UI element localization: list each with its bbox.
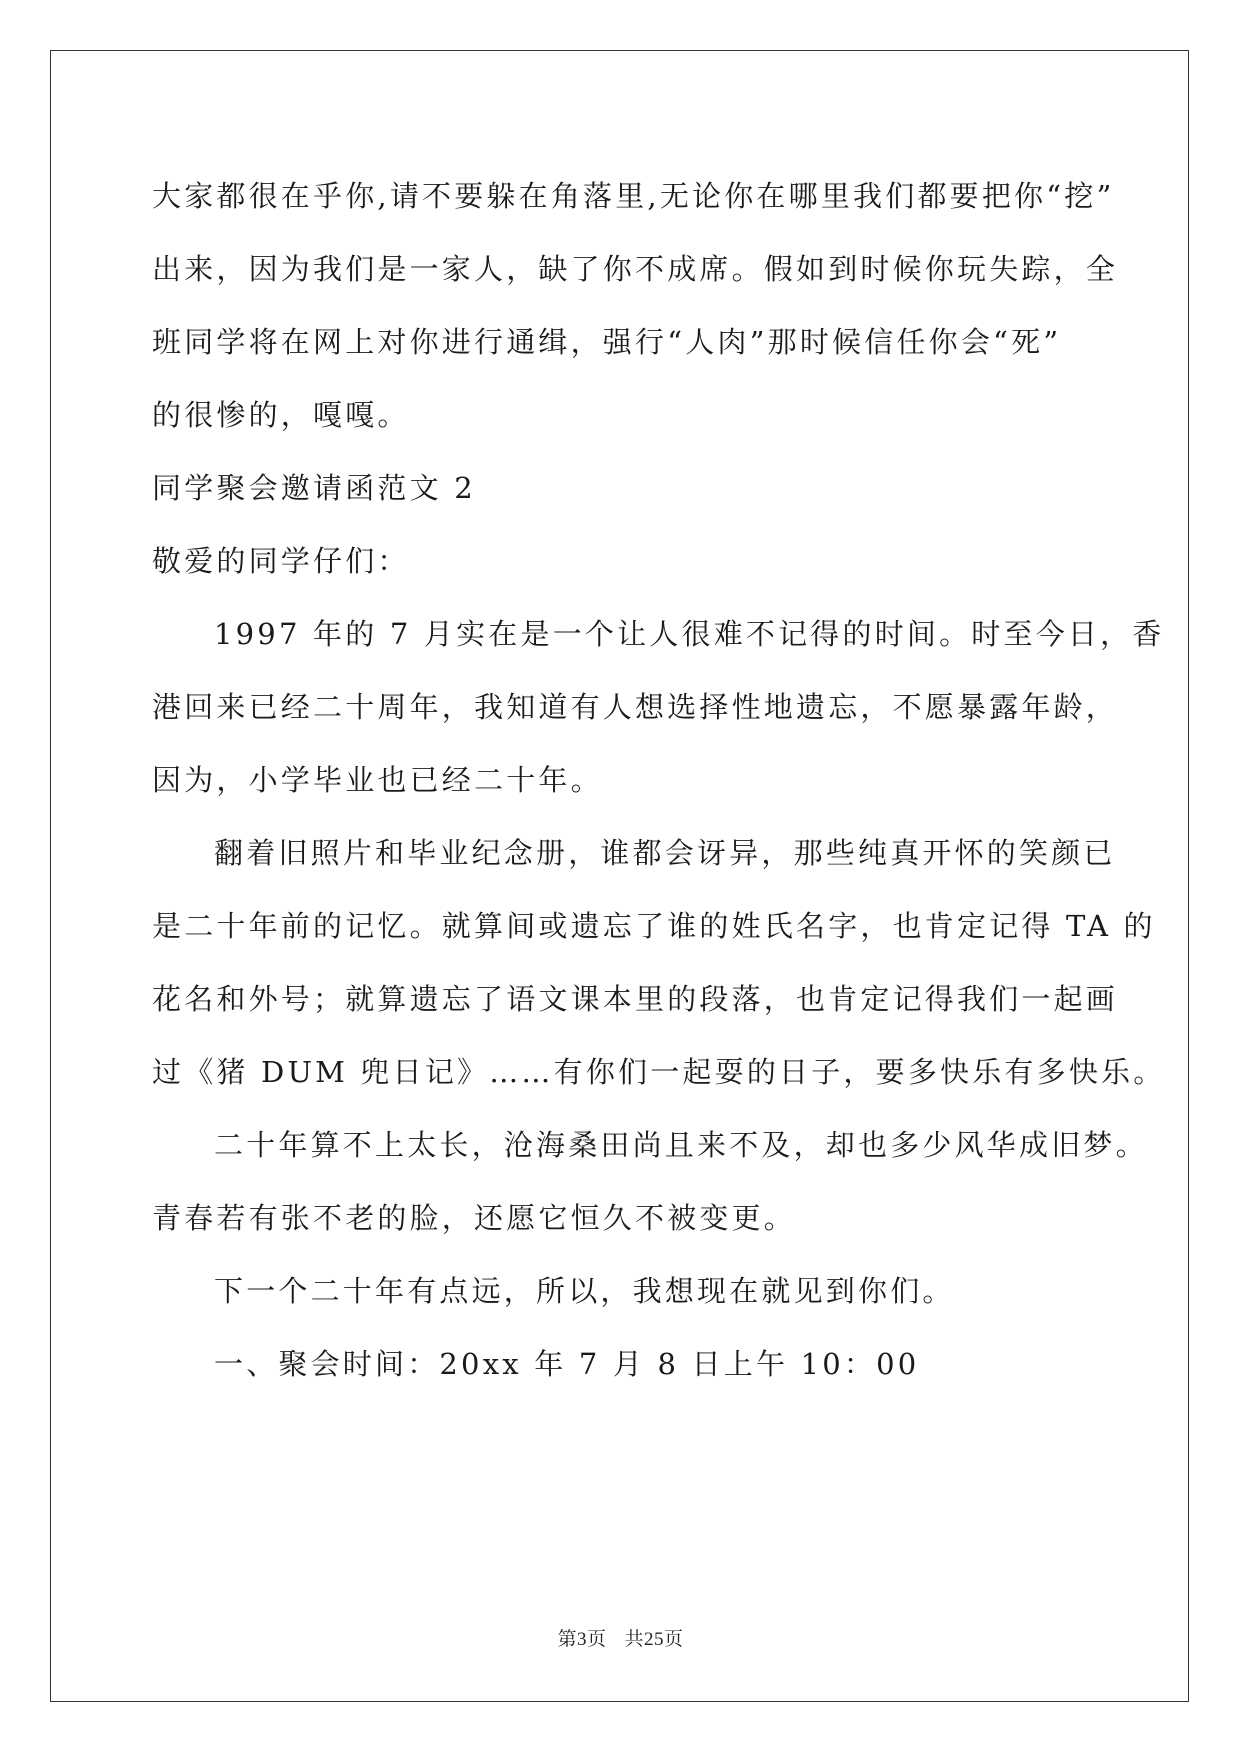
text-line: 二十年算不上太长，沧海桑田尚且来不及，却也多少风华成旧梦。 <box>214 1128 1148 1162</box>
current-page-number: 3 <box>576 1629 587 1650</box>
total-pages-number: 25 <box>644 1629 665 1650</box>
document-body <box>152 160 1166 1401</box>
page-footer <box>0 1624 1241 1651</box>
salutation: 敬爱的同学仔们： <box>152 544 410 578</box>
section-heading: 同学聚会邀请函范文 2 <box>152 471 476 505</box>
text-line: 因为，小学毕业也已经二十年。 <box>152 763 603 797</box>
text-line: 大家都很在乎你,请不要躲在角落里,无论你在哪里我们都要把你“挖” <box>152 179 1115 213</box>
text-line: 港回来已经二十周年，我知道有人想选择性地遗忘，不愿暴露年龄， <box>152 690 1119 724</box>
total-prefix: 共 <box>624 1628 645 1650</box>
text-line: 青春若有张不老的脸，还愿它恒久不被变更。 <box>152 1201 797 1235</box>
event-time-line: 一、聚会时间：20xx 年 7 月 8 日上午 10：00 <box>214 1347 920 1381</box>
text-line: 1997 年的 7 月实在是一个让人很难不记得的时间。时至今日，香 <box>214 617 1165 651</box>
text-line: 过《猪 DUM 兜日记》……有你们一起耍的日子，要多快乐有多快乐。 <box>152 1055 1166 1089</box>
text-line: 班同学将在网上对你进行通缉，强行“人肉”那时候信任你会“死” <box>152 325 1062 359</box>
text-line: 出来，因为我们是一家人，缺了你不成席。假如到时候你玩失踪，全 <box>152 252 1119 286</box>
text-line: 花名和外号；就算遗忘了语文课本里的段落，也肯定记得我们一起画 <box>152 982 1119 1016</box>
text-line: 是二十年前的记忆。就算间或遗忘了谁的姓氏名字，也肯定记得 TA 的 <box>152 909 1156 943</box>
page-prefix: 第 <box>557 1628 577 1650</box>
page-suffix: 页 <box>586 1628 607 1650</box>
text-line: 的很惨的，嘎嘎。 <box>152 398 410 432</box>
text-line: 翻着旧照片和毕业纪念册，谁都会讶异，那些纯真开怀的笑颜已 <box>214 836 1116 870</box>
text-line: 下一个二十年有点远，所以，我想现在就见到你们。 <box>214 1274 955 1308</box>
total-suffix: 页 <box>664 1628 684 1650</box>
